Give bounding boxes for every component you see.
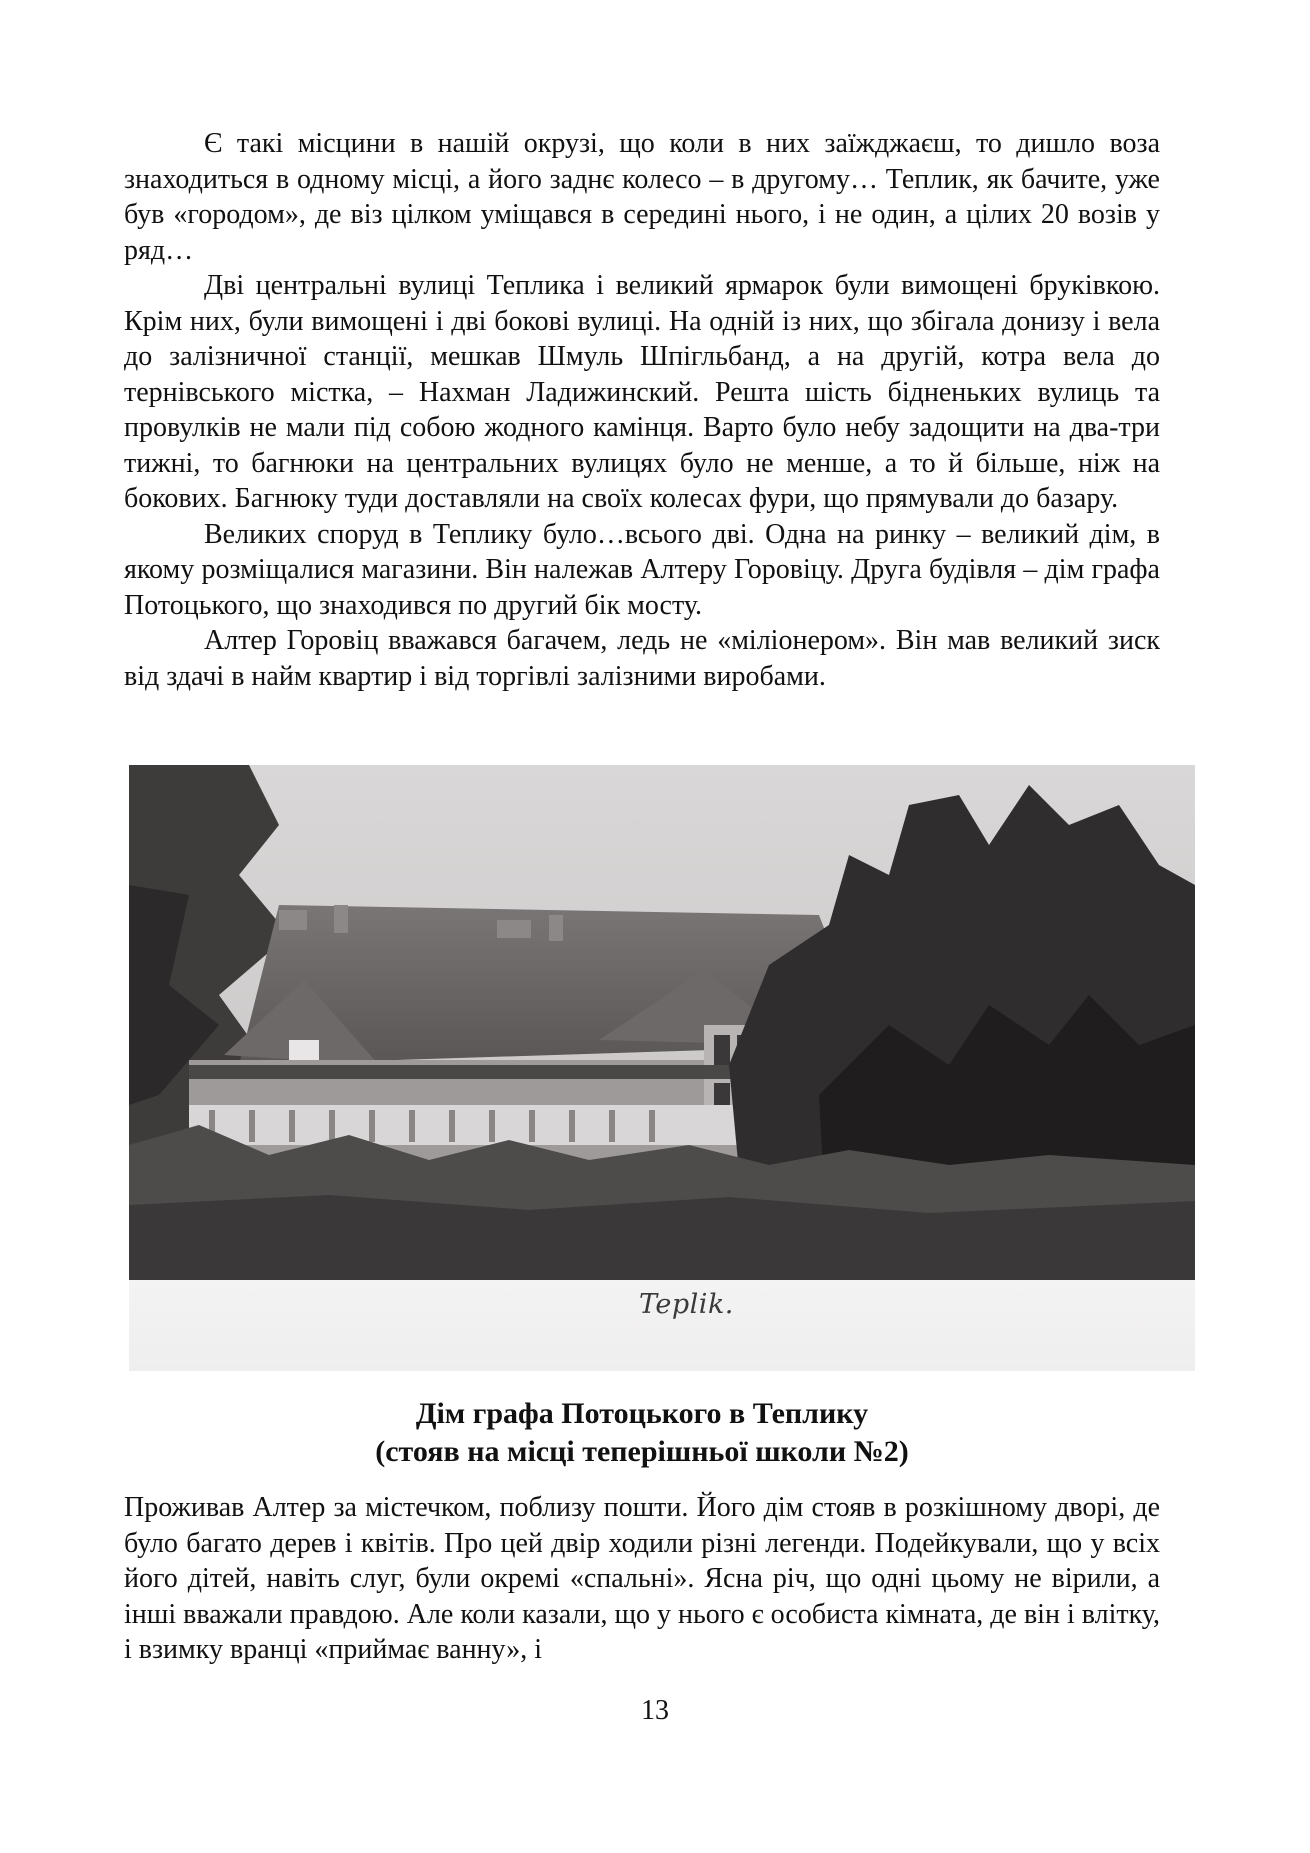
text-block-top <box>124 126 1160 694</box>
photo-caption <box>124 1395 1160 1471</box>
photo-illustration <box>129 765 1195 1280</box>
caption-line-2: (стояв на місці теперішньої школи №2) <box>375 1435 909 1468</box>
paragraph-5: Проживав Алтер за містечком, поблизу пошти. Його дім стояв в розкішному дворі, де було багато дерев і квітів. Про цей двір ходили різні легенди. Подейкували, що у всіх його дітей, навіть слуг, були окремі «спальні». Ясна річ, що одні цьому не вірили, а інші вважали правдою. Але коли казали, що у нього є особиста кімната, де він і влітку, і взимку вранці «приймає ванну», і <box>124 1492 1160 1665</box>
paragraph-4: Алтер Горовіц вважався багачем, ледь не «міліонером». Він мав великий зиск від здачі в найм квартир і від торгівлі залізними виробами. <box>124 625 1160 692</box>
caption-line-1: Дім графа Потоцького в Теплику <box>415 1397 869 1430</box>
paragraph-3: Великих споруд в Теплику було…всього дві. Одна на ринку – великий дім, в якому розміщалися магазини. Він належав Алтеру Горовіцу. Друга будівля – дім графа Потоцького, що знаходився по другий бік мосту. <box>124 518 1160 621</box>
photo-label: Teplik. <box>639 1289 734 1320</box>
paragraph-1: Є такі місцини в нашій окрузі, що коли в них заїжджаєш, то дишло воза знаходиться в одному місці, а його заднє колесо – в другому… Теплик, як бачите, уже був «городом», де віз цілком уміщався в середині нього, і не один, а цілих 20 возів у ряд… <box>124 128 1160 266</box>
page-number: 13 <box>641 1695 669 1726</box>
photo-figure <box>129 765 1195 1371</box>
photo-potocki-house <box>129 765 1195 1280</box>
paragraph-2: Дві центральні вулиці Теплика і великий ярмарок були вимощені бруківкою. Крім них, були вимощені і дві бокові вулиці. На одній із них, що збігала донизу і вела до залізничної станції, мешкав Шмуль Шпігльбанд, а на другій, котра вела до тернівського містка, – Нахман Ладижинский. Решта шість бідненьких вулиць та провулків не мали під собою жодного камінця. Варто було небу задощити на два-три тижні, то багнюки на центральних вулицях було не менше, а то й більше, ніж на бокових. Багнюку туди доставляли на своїх колесах фури, що прямували до базару. <box>124 270 1160 514</box>
text-block-bottom <box>124 1490 1160 1668</box>
